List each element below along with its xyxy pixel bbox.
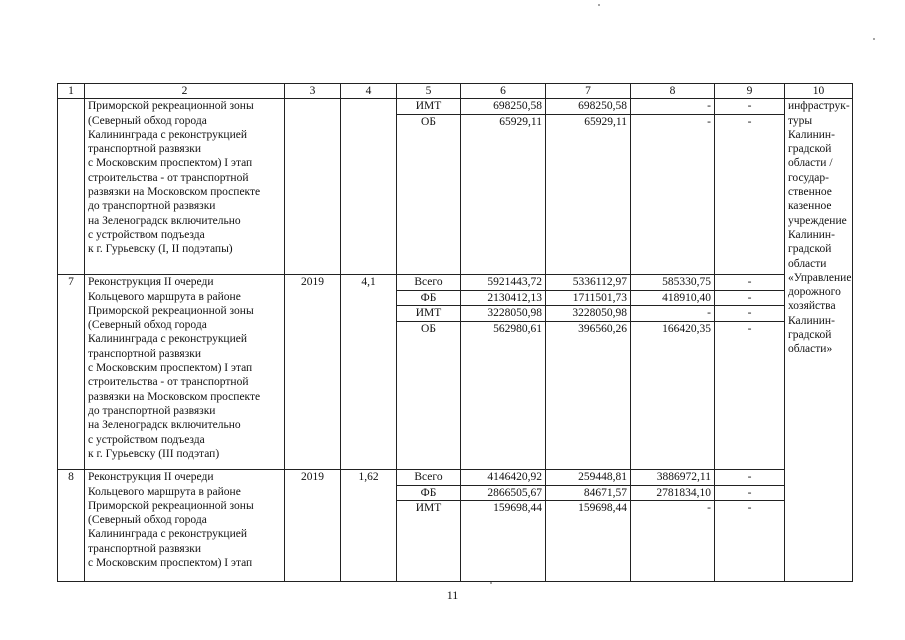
row-number-cell <box>58 99 85 275</box>
amount-col8-cell: - <box>707 115 711 128</box>
amount-col9-cell: - <box>747 322 752 335</box>
amount-col8-cell: 3886972,11 <box>631 470 714 486</box>
amount-col8-cell-group <box>631 470 715 582</box>
amount-col7-cell: 65929,11 <box>584 115 627 128</box>
amount-total-cell: 159698,44 <box>493 502 542 515</box>
amount-col9-cell: - <box>747 502 752 515</box>
scan-speck <box>598 4 600 6</box>
scan-speck <box>873 38 875 40</box>
header-cell: 1 <box>58 84 85 99</box>
header-cell: 4 <box>341 84 397 99</box>
header-cell: 7 <box>546 84 631 99</box>
amount-col9-cell: - <box>715 275 784 291</box>
amount-col7-cell-group <box>546 99 631 275</box>
funding-source-cell-group <box>397 99 461 275</box>
header-cell: 8 <box>631 84 715 99</box>
amount-total-cell: 698250,58 <box>461 99 545 115</box>
funding-source-cell-group <box>397 470 461 582</box>
year-cell <box>285 99 341 275</box>
program-table <box>57 83 853 582</box>
amount-col9-cell: - <box>715 306 784 322</box>
amount-total-cell-group <box>461 470 546 582</box>
header-cell: 6 <box>461 84 546 99</box>
amount-col8-cell-group <box>631 99 715 275</box>
amount-col7-cell: 259448,81 <box>546 470 630 486</box>
funding-source-cell: ОБ <box>421 322 436 335</box>
amount-col8-cell: - <box>631 306 714 322</box>
year-cell: 2019 <box>285 275 341 470</box>
funding-source-cell-group <box>397 275 461 470</box>
amount-col7-cell: 5336112,97 <box>546 275 630 291</box>
amount-col9-cell: - <box>715 486 784 502</box>
year-cell: 2019 <box>285 470 341 582</box>
responsible-org-cell: инфраструк- туры Калинин- градской области / государ- ственное казенное учреждение Калинин- градской области «Управление дорожного хозяйства Калинин- градской области» <box>785 99 853 582</box>
amount-col9-cell: - <box>715 291 784 307</box>
amount-col9-cell: - <box>715 470 784 486</box>
amount-col9-cell-group <box>715 275 785 470</box>
table-row <box>58 470 853 582</box>
amount-total-cell-group <box>461 99 546 275</box>
row-number-cell: 7 <box>58 275 85 470</box>
amount-col8-cell: - <box>707 502 711 515</box>
amount-col7-cell: 396560,26 <box>578 322 627 335</box>
amount-total-cell: 4146420,92 <box>461 470 545 486</box>
amount-col7-cell: 159698,44 <box>578 502 627 515</box>
table-row <box>58 99 853 275</box>
length-cell: 1,62 <box>341 470 397 582</box>
length-cell <box>341 99 397 275</box>
amount-total-cell: 2866505,67 <box>461 486 545 502</box>
length-cell: 4,1 <box>341 275 397 470</box>
object-name-cell: Реконструкция II очереди Кольцевого маршрута в районе Приморской рекреационной зоны (Северный обход города Калининграда с реконструкцией транспортной развязки с Московским проспектом) I этап строительства - от транспортной развязки на Московском проспекте до транспортной развязки на Зеленоградск включительно с устройством подъезда к г. Гурьевску (III подэтап) <box>85 275 285 470</box>
amount-col7-cell: 1711501,73 <box>546 291 630 307</box>
funding-source-cell: Всего <box>397 275 460 291</box>
amount-total-cell: 3228050,98 <box>461 306 545 322</box>
object-name-cell: Реконструкция II очереди Кольцевого маршрута в районе Приморской рекреационной зоны (Северный обход города Калининграда с реконструкцией транспортной развязки с Московским проспектом) I этап <box>85 470 285 582</box>
header-cell: 9 <box>715 84 785 99</box>
amount-col9-cell: - <box>715 99 784 115</box>
funding-source-cell: ИМТ <box>397 306 460 322</box>
amount-col7-cell: 84671,57 <box>546 486 630 502</box>
object-name-cell: Приморской рекреационной зоны (Северный обход города Калининграда с реконструкцией транспортной развязки с Московским проспектом) I этап строительства - от транспортной развязки на Московском проспекте до транспортной развязки на Зеленоградск включительно с устройством подъезда к г. Гурьевску (I, II подэтапы) <box>85 99 285 275</box>
amount-col9-cell-group <box>715 470 785 582</box>
amount-total-cell: 65929,11 <box>499 115 542 128</box>
row-number-cell: 8 <box>58 470 85 582</box>
header-cell: 2 <box>85 84 285 99</box>
amount-col7-cell: 3228050,98 <box>546 306 630 322</box>
amount-col8-cell: 585330,75 <box>631 275 714 291</box>
amount-col9-cell-group <box>715 99 785 275</box>
table-row <box>58 275 853 470</box>
header-cell: 5 <box>397 84 461 99</box>
funding-source-cell: Всего <box>397 470 460 486</box>
funding-source-cell: ИМТ <box>415 502 442 515</box>
amount-total-cell: 5921443,72 <box>461 275 545 291</box>
amount-col8-cell: 166420,35 <box>662 322 711 335</box>
amount-col8-cell: 418910,40 <box>631 291 714 307</box>
page-number: 11 <box>446 588 459 602</box>
scan-speck <box>490 582 492 584</box>
header-cell: 3 <box>285 84 341 99</box>
funding-source-cell: ФБ <box>397 291 460 307</box>
amount-col8-cell-group <box>631 275 715 470</box>
amount-col7-cell-group <box>546 275 631 470</box>
amount-col7-cell-group <box>546 470 631 582</box>
amount-total-cell: 562980,61 <box>493 322 542 335</box>
funding-source-cell: ИМТ <box>397 99 460 115</box>
funding-source-cell: ОБ <box>421 115 436 128</box>
amount-col8-cell: - <box>631 99 714 115</box>
header-cell: 10 <box>785 84 853 99</box>
funding-source-cell: ФБ <box>397 486 460 502</box>
amount-col7-cell: 698250,58 <box>546 99 630 115</box>
amount-col8-cell: 2781834,10 <box>631 486 714 502</box>
amount-total-cell: 2130412,13 <box>461 291 545 307</box>
header-row <box>58 84 853 99</box>
amount-col9-cell: - <box>747 115 752 128</box>
amount-total-cell-group <box>461 275 546 470</box>
